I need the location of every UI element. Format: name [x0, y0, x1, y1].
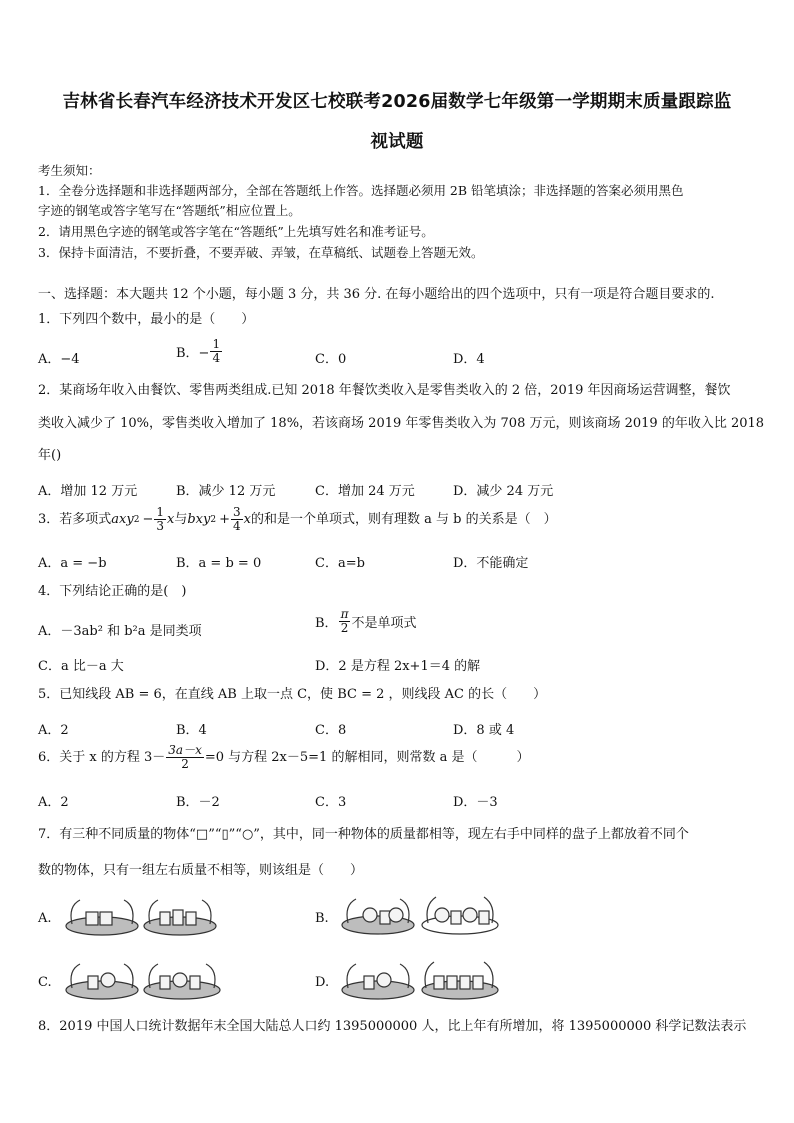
- q4-option-c: C．a 比－a 大: [38, 659, 124, 674]
- q1-option-a: A．−4: [38, 352, 80, 367]
- q3-fraction2: [231, 506, 243, 533]
- q3-f2-numerator: 3: [233, 505, 241, 519]
- q6-prefix: 6．关于 x 的方程 3－: [38, 749, 166, 765]
- q7-option-c-image: [62, 952, 224, 1010]
- q7-option-b-image: [338, 885, 503, 945]
- q3-minus: −: [142, 511, 154, 527]
- q6-suffix: =0 与方程 2x－5=1 的解相同，则常数 a 是（ ）: [204, 749, 530, 765]
- q3-stem: [38, 506, 557, 533]
- q4-stem: 4．下列结论正确的是( ): [38, 584, 187, 599]
- q5-option-d: D．8 或 4: [453, 723, 515, 738]
- q7-option-b: B.: [315, 911, 329, 926]
- q2-line2: 类收入减少了 10%，零售类收入增加了 18%，若该商场 2019 年零售类收入为 708 万元，则该商场 2019 的年收入比 2018: [38, 416, 765, 431]
- notice-heading: 考生须知：: [38, 163, 101, 178]
- q6-numerator: 3a－x: [168, 743, 202, 757]
- q7-option-c: C.: [38, 975, 52, 990]
- q5-option-a: A．2: [38, 723, 69, 738]
- q8-line1: 8．2019 中国人口统计数据年末全国大陆总人口约 1395000000 人，比上年有所增加，将 1395000000 科学记数法表示: [38, 1019, 747, 1034]
- q4-b-denominator: 2: [340, 621, 349, 635]
- section-heading: 一、选择题：本大题共 12 个小题，每小题 3 分，共 36 分. 在每小题给出的四个选项中，只有一项是符合题目要求的.: [38, 287, 715, 302]
- q5-option-c: C．8: [315, 723, 347, 738]
- q6-option-d: D．－3: [453, 795, 498, 810]
- q3-f2-denominator: 4: [233, 519, 241, 533]
- q3-f1-denominator: 3: [156, 519, 164, 533]
- q7-line2: 数的物体，只有一组左右质量不相等，则该组是（ ）: [38, 863, 364, 878]
- q1-option-d: D．4: [453, 352, 485, 367]
- q6-stem: [38, 744, 529, 771]
- q2-option-a: A．增加 12 万元: [38, 484, 138, 499]
- q3-exponent2: 2: [210, 514, 217, 525]
- q4-option-b-fraction: [339, 608, 351, 635]
- q1-option-b-fraction: [210, 338, 222, 365]
- q7-option-d: D.: [315, 975, 330, 990]
- q3-prefix: 3．若多项式: [38, 511, 112, 527]
- q4-option-b-prefix: B．: [315, 616, 338, 631]
- notice-item-1-cont: 字迹的钢笔或答字笔写在“答题纸”相应位置上。: [38, 203, 301, 218]
- q5-option-b: B．4: [176, 723, 207, 738]
- q5-stem: 5．已知线段 AB = 6，在直线 AB 上取一点 C，使 BC = 2 ，则线段 AC 的长（ ）: [38, 687, 547, 702]
- q3-suffix: 的和是一个单项式，则有理数 a 与 b 的关系是（ ）: [250, 511, 557, 527]
- page-title-line2: 视试题: [370, 132, 424, 152]
- q4-option-b: [315, 608, 416, 635]
- notice-item-1: 1．全卷分选择题和非选择题两部分，全部在答题纸上作答。选择题必须用 2B 铅笔填涂；非选择题的答案必须用黑色: [38, 183, 684, 198]
- q4-option-a: A．－3ab² 和 b²a 是同类项: [38, 624, 202, 639]
- q2-line3: 年(): [38, 448, 62, 463]
- q3-f1-numerator: 1: [156, 505, 164, 519]
- q3-option-d: D．不能确定: [453, 556, 529, 571]
- q1-option-c: C．0: [315, 352, 347, 367]
- q4-option-d: D．2 是方程 2x+1＝4 的解: [315, 659, 481, 674]
- q3-option-c: C．a=b: [315, 556, 365, 571]
- q7-option-d-image: [338, 950, 503, 1010]
- q6-option-a: A．2: [38, 795, 69, 810]
- notice-item-2: 2．请用黑色字迹的钢笔或答字笔在“答题纸”上先填写姓名和准考证号。: [38, 224, 434, 239]
- q3-x2: x: [243, 511, 251, 527]
- notice-item-3: 3．保持卡面清洁，不要折叠，不要弄破、弄皱，在草稿纸、试题卷上答题无效。: [38, 245, 484, 260]
- q4-option-b-suffix: 不是单项式: [351, 616, 417, 631]
- q2-option-b: B．减少 12 万元: [176, 484, 276, 499]
- q3-term2: bxy: [187, 511, 211, 527]
- q3-plus: +: [219, 511, 230, 527]
- q3-option-b: B．a = b = 0: [176, 556, 262, 571]
- q3-fraction1: [154, 506, 166, 533]
- q1-option-b: [176, 338, 223, 365]
- q4-b-numerator: π: [340, 607, 349, 621]
- q3-term1: axy: [111, 511, 134, 527]
- q3-mid: 与: [174, 511, 188, 527]
- page-title: 吉林省长春汽车经济技术开发区七校联考2026届数学七年级第一学期期末质量跟踪监: [62, 92, 732, 112]
- q2-line1: 2．某商场年收入由餐饮、零售两类组成.已知 2018 年餐饮类收入是零售类收入的 2 倍，2019 年因商场运营调整，餐饮: [38, 383, 731, 398]
- q2-option-d: D．减少 24 万元: [453, 484, 554, 499]
- q3-exponent1: 2: [133, 514, 140, 525]
- q1-stem: 1．下列四个数中，最小的是（ ）: [38, 312, 255, 327]
- q6-fraction: [166, 744, 204, 771]
- q6-option-b: B．－2: [176, 795, 220, 810]
- q7-option-a-image: [62, 888, 222, 946]
- q3-x1: x: [167, 511, 175, 527]
- q7-line1: 7．有三种不同质量的物体“□”“▯”“○”，其中，同一种物体的质量都相等，现左右手中同样的盘子上都放着不同个: [38, 827, 689, 842]
- q3-option-a: A．a = −b: [38, 556, 107, 571]
- q6-option-c: C．3: [315, 795, 347, 810]
- q7-option-a: A.: [38, 911, 52, 926]
- q6-denominator: 2: [181, 757, 189, 771]
- q1-option-b-prefix: B．−: [176, 346, 210, 361]
- q1-b-numerator: 1: [212, 337, 221, 351]
- q2-option-c: C．增加 24 万元: [315, 484, 415, 499]
- q1-b-denominator: 4: [212, 351, 221, 365]
